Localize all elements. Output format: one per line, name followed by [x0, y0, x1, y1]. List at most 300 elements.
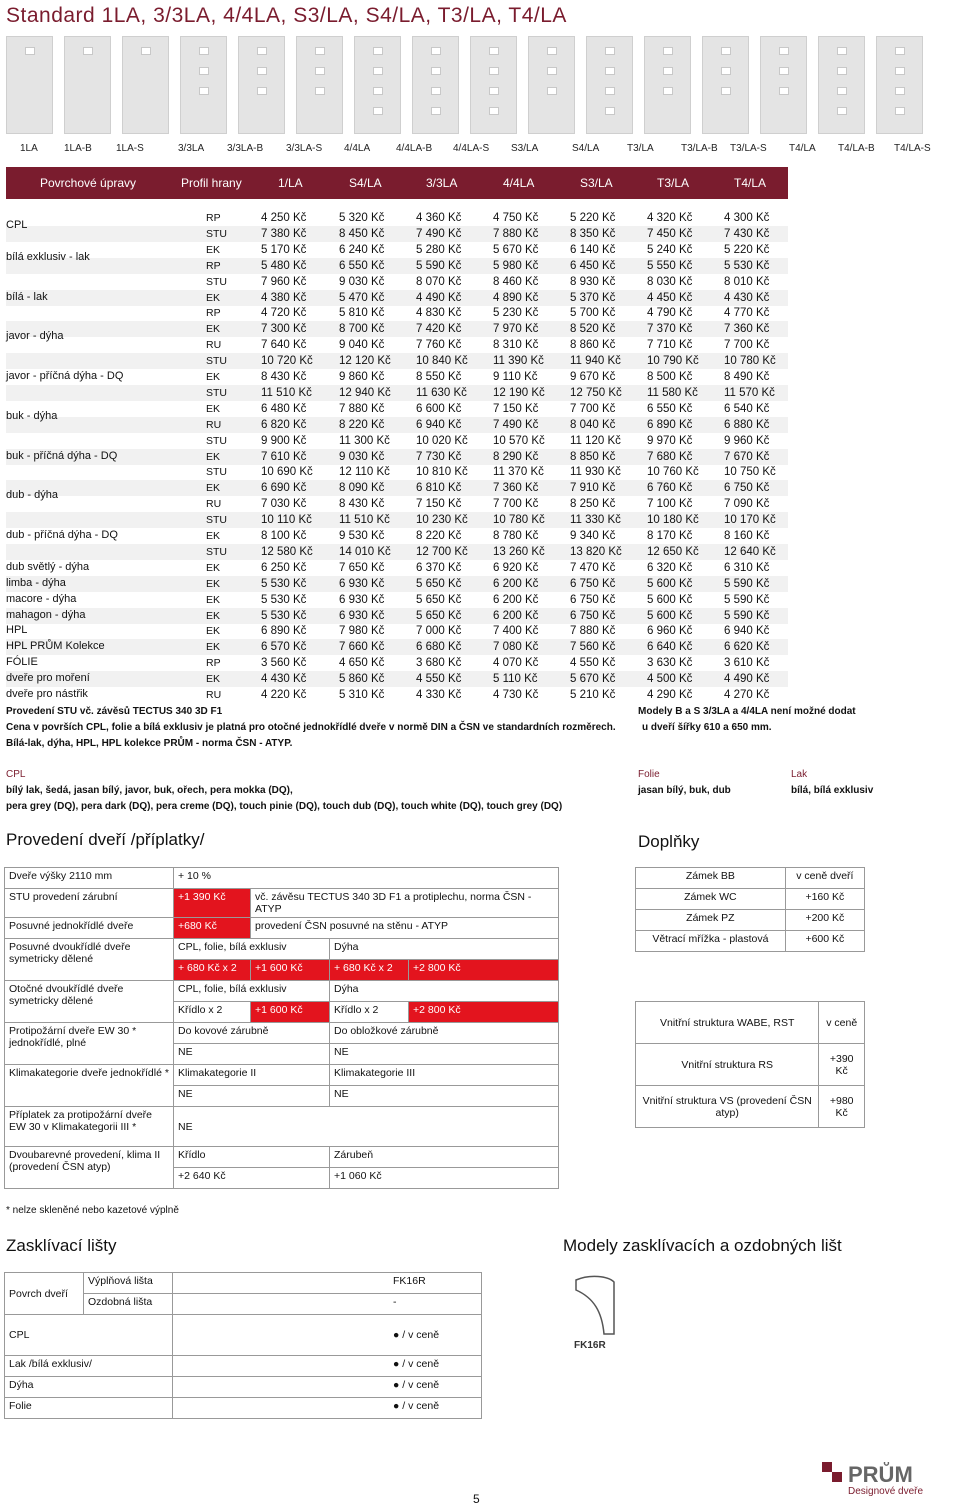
profile-cell: RU: [206, 498, 222, 511]
price-cell: 6 550 Kč: [647, 402, 693, 415]
pr-sub: Zárubeň: [330, 1147, 559, 1168]
price-cell: 10 690 Kč: [261, 466, 313, 479]
price-row: [6, 321, 788, 337]
surface-label: macore - dýha: [6, 592, 77, 605]
price-cell: 12 750 Kč: [570, 386, 622, 399]
model-thumbnail-1LA-B: [64, 36, 111, 134]
price-cell: 5 210 Kč: [570, 689, 616, 701]
price-cell: 5 600 Kč: [647, 593, 693, 606]
price-row: [6, 528, 788, 544]
pr-label: Příplatek za protipožární dveře EW 30 v Klimakategorii III *: [5, 1107, 174, 1147]
model-thumbnail-S3-LA: [528, 36, 575, 134]
price-cell: 5 530 Kč: [261, 593, 307, 606]
price-cell: 5 590 Kč: [416, 259, 462, 272]
profile-cell: STU: [206, 545, 227, 558]
price-cell: 7 710 Kč: [647, 339, 693, 352]
price-cell: 6 640 Kč: [647, 641, 693, 654]
ls-row-label: Folie: [5, 1398, 173, 1419]
page-title: Standard 1LA, 3/3LA, 4/4LA, S3/LA, S4/LA, T3/LA, T4/LA: [6, 4, 567, 27]
price-cell: 11 510 Kč: [339, 514, 390, 527]
price-cell: 6 930 Kč: [339, 577, 385, 590]
price-cell: 6 250 Kč: [261, 561, 307, 574]
surface-label: buk - příčná dýha - DQ: [6, 449, 118, 462]
price-cell: 7 360 Kč: [493, 482, 539, 495]
price-cell: 4 550 Kč: [570, 657, 616, 670]
price-cell: 7 000 Kč: [416, 625, 462, 638]
price-cell: 7 680 Kč: [647, 450, 693, 463]
price-cell: 8 850 Kč: [570, 450, 616, 463]
price-cell: 11 580 Kč: [647, 386, 698, 399]
pr-sub: CPL, folie, bílá exklusiv: [174, 939, 330, 960]
price-cell: 5 550 Kč: [647, 259, 693, 272]
price-cell: 7 880 Kč: [570, 625, 616, 638]
price-cell: 7 660 Kč: [339, 641, 385, 654]
price-cell: 5 590 Kč: [724, 609, 770, 622]
price-cell: 8 520 Kč: [570, 323, 616, 336]
pr-label: Posuvné jednokřídlé dveře: [5, 918, 174, 939]
profile-cell: EK: [206, 673, 221, 686]
price-cell: 10 570 Kč: [493, 434, 545, 447]
pr-price: + 680 Kč x 2: [330, 960, 409, 981]
pr-sub: Do obložkové zárubně: [330, 1023, 559, 1044]
price-cell: 10 780 Kč: [493, 514, 545, 527]
price-cell: 6 960 Kč: [647, 625, 693, 638]
note-modely-1: Modely B a S 3/3LA a 4/4LA není možné dodat: [638, 706, 856, 717]
pr-sub: NE: [330, 1086, 559, 1107]
price-cell: 6 450 Kč: [570, 259, 616, 272]
model-thumbnail-T3-LA: [644, 36, 691, 134]
colors-cpl-heading: CPL: [6, 769, 26, 780]
model-label: 3/3LA-B: [227, 143, 264, 154]
profile-cell: EK: [206, 402, 221, 415]
colors-folie-1: jasan bílý, buk, dub: [638, 785, 731, 796]
colors-cpl-2: pera grey (DQ), pera dark (DQ), pera creme (DQ), touch pinie (DQ), touch dub (DQ), touch white (DQ), touch grey (DQ): [6, 801, 563, 812]
pr-price: +680 Kč: [174, 918, 251, 939]
price-cell: 6 370 Kč: [416, 561, 462, 574]
model-thumbnail-3-3LA-B: [238, 36, 285, 134]
pr-label: Klimakategorie dveře jednokřídlé *: [5, 1065, 174, 1107]
price-cell: 11 120 Kč: [570, 434, 621, 447]
price-cell: 8 430 Kč: [339, 498, 385, 511]
pr-sub: +1 060 Kč: [330, 1168, 559, 1189]
price-cell: 6 750 Kč: [570, 593, 616, 606]
price-cell: 11 630 Kč: [416, 386, 467, 399]
profile-cell: EK: [206, 323, 221, 336]
priplatky-table: [4, 867, 559, 1189]
colors-folie-heading: Folie: [638, 769, 660, 780]
logo-brand: PRŮM: [848, 1462, 913, 1487]
page-number: 5: [473, 1492, 480, 1506]
profile-cell: RP: [206, 212, 221, 224]
pr-sub: Do kovové zárubně: [174, 1023, 330, 1044]
price-cell: 8 500 Kč: [647, 371, 693, 383]
pr-sub: NE: [174, 1044, 330, 1065]
surface-label: HPL PRŮM Kolekce: [6, 640, 105, 653]
price-cell: 8 450 Kč: [339, 227, 385, 240]
profile-cell: EK: [206, 577, 221, 590]
price-cell: 11 370 Kč: [493, 466, 544, 479]
price-row: [6, 417, 788, 433]
price-cell: 6 480 Kč: [261, 402, 307, 415]
price-cell: 10 720 Kč: [261, 355, 313, 368]
price-cell: 4 380 Kč: [261, 291, 307, 304]
profile-cell: EK: [206, 482, 221, 495]
price-cell: 12 650 Kč: [647, 545, 699, 558]
price-cell: 5 600 Kč: [647, 577, 693, 590]
price-cell: 4 720 Kč: [261, 307, 307, 320]
price-cell: 12 640 Kč: [724, 545, 776, 558]
model-label: T4/LA-S: [894, 143, 931, 154]
price-row: [6, 290, 788, 306]
price-cell: 6 310 Kč: [724, 561, 770, 574]
price-cell: 4 270 Kč: [724, 689, 770, 701]
model-label: S4/LA: [572, 143, 600, 154]
price-cell: 9 110 Kč: [493, 371, 538, 383]
dp-label: Zámek PZ: [636, 910, 786, 931]
price-cell: 7 730 Kč: [416, 450, 462, 463]
price-cell: 6 940 Kč: [724, 625, 770, 638]
pr-sub: Klimakategorie III: [330, 1065, 559, 1086]
price-cell: 8 460 Kč: [493, 275, 539, 288]
price-cell: 12 940 Kč: [339, 386, 391, 399]
surface-label: HPL: [6, 624, 28, 637]
price-row: [6, 592, 788, 608]
dp-value: +390 Kč: [819, 1044, 865, 1086]
price-cell: 5 600 Kč: [647, 609, 693, 622]
price-cell: 6 690 Kč: [261, 482, 307, 495]
price-cell: 7 610 Kč: [261, 450, 307, 463]
price-row: [6, 512, 788, 528]
price-cell: 8 090 Kč: [339, 482, 385, 495]
price-row: [6, 305, 788, 321]
price-cell: 9 970 Kč: [647, 434, 693, 447]
profile-cell: EK: [206, 609, 221, 622]
price-cell: 13 820 Kč: [570, 545, 622, 558]
price-cell: 4 500 Kč: [647, 673, 693, 686]
price-cell: 7 300 Kč: [261, 323, 307, 336]
price-cell: 8 250 Kč: [570, 498, 616, 511]
price-cell: 7 370 Kč: [647, 323, 693, 336]
price-cell: 8 290 Kč: [493, 450, 539, 463]
price-cell: 3 680 Kč: [416, 657, 462, 670]
price-cell: 6 750 Kč: [570, 609, 616, 622]
price-cell: 5 480 Kč: [261, 259, 307, 272]
pr-price: +2 800 Kč: [409, 1002, 559, 1023]
price-cell: 7 700 Kč: [724, 339, 770, 352]
price-cell: 12 580 Kč: [261, 545, 313, 558]
profile-cell: RU: [206, 418, 222, 431]
price-cell: 10 760 Kč: [647, 466, 699, 479]
price-cell: 8 930 Kč: [570, 275, 616, 288]
price-cell: 7 960 Kč: [261, 275, 307, 288]
price-cell: 5 590 Kč: [724, 593, 770, 606]
profile-cell: EK: [206, 625, 221, 638]
model-label: 1LA-B: [64, 143, 92, 154]
price-cell: 9 340 Kč: [570, 530, 616, 542]
price-row: [6, 385, 788, 401]
price-cell: 8 220 Kč: [416, 530, 462, 542]
model-thumbnails: [6, 36, 936, 154]
price-cell: 5 810 Kč: [339, 307, 385, 320]
price-cell: 6 200 Kč: [493, 593, 539, 606]
pr-price: +1 390 Kč: [174, 889, 251, 918]
model-thumbnail-4-4LA-S: [470, 36, 517, 134]
price-cell: 6 810 Kč: [416, 482, 462, 495]
price-cell: 7 080 Kč: [493, 641, 539, 654]
profile-cell: EK: [206, 291, 221, 304]
price-cell: 7 490 Kč: [493, 418, 539, 431]
profile-cell: RP: [206, 259, 221, 272]
price-row: [6, 464, 788, 480]
price-cell: 7 880 Kč: [493, 227, 539, 240]
ls-row-value: ● / v ceně: [173, 1356, 482, 1377]
price-cell: 3 610 Kč: [724, 657, 770, 670]
ls-fk: FK16R: [173, 1273, 482, 1294]
price-cell: 5 320 Kč: [339, 212, 385, 224]
price-cell: 4 890 Kč: [493, 291, 539, 304]
price-cell: 6 930 Kč: [339, 609, 385, 622]
profile-cell: EK: [206, 641, 221, 654]
model-thumbnail-T4-LA: [818, 36, 865, 134]
price-cell: 3 630 Kč: [647, 657, 693, 670]
model-thumbnail-S4-LA: [586, 36, 633, 134]
price-row: [6, 560, 788, 576]
note-modely-2: u dveří šířky 610 a 650 mm.: [642, 722, 772, 733]
profile-cell: STU: [206, 355, 227, 368]
dp-label: Zámek WC: [636, 889, 786, 910]
section-modely: Modely zasklívacích a ozdobných lišt: [563, 1236, 842, 1255]
model-label: T3/LA-S: [730, 143, 767, 154]
price-row: [6, 671, 788, 687]
doplnky-table-2: [635, 1001, 865, 1128]
price-cell: 7 560 Kč: [570, 641, 616, 654]
pr-sub: +2 640 Kč: [174, 1168, 330, 1189]
price-row: [6, 623, 788, 639]
model-thumbnail-T3-LA-S: [760, 36, 807, 134]
dp-value: +200 Kč: [785, 910, 864, 931]
price-cell: 7 670 Kč: [724, 450, 770, 463]
price-cell: 8 030 Kč: [647, 275, 693, 288]
surface-label: CPL: [6, 218, 28, 231]
price-cell: 9 960 Kč: [724, 434, 770, 447]
price-cell: 8 700 Kč: [339, 323, 385, 336]
profile-cell: EK: [206, 450, 221, 463]
price-cell: 4 750 Kč: [493, 212, 539, 224]
dp-label: Vnitřní struktura RS: [636, 1044, 819, 1086]
profile-cell: STU: [206, 466, 227, 479]
pr-sub: CPL, folie, bílá exklusiv: [174, 981, 330, 1002]
note-stu: Provedení STU vč. závěsů TECTUS 340 3D F1: [6, 706, 223, 717]
price-cell: 4 550 Kč: [416, 673, 462, 686]
surface-label: limba - dýha: [6, 576, 66, 589]
price-cell: 6 890 Kč: [261, 625, 307, 638]
price-cell: 12 190 Kč: [493, 386, 545, 399]
price-cell: 6 140 Kč: [570, 243, 616, 256]
dp-label: Zámek BB: [636, 868, 786, 889]
price-cell: 8 100 Kč: [261, 530, 307, 542]
price-cell: 10 110 Kč: [261, 514, 312, 527]
model-thumbnail-1LA: [6, 36, 53, 134]
model-thumbnail-3-3LA: [180, 36, 227, 134]
model-thumbnail-3-3LA-S: [296, 36, 343, 134]
price-row: [6, 655, 788, 671]
price-cell: 9 670 Kč: [570, 371, 616, 383]
price-cell: 5 670 Kč: [493, 243, 539, 256]
model-thumbnail-4-4LA-B: [412, 36, 459, 134]
price-cell: 7 380 Kč: [261, 227, 307, 240]
price-cell: 5 280 Kč: [416, 243, 462, 256]
price-cell: 5 220 Kč: [724, 243, 770, 256]
price-cell: 7 700 Kč: [570, 402, 616, 415]
model-thumbnail-T4-LA-B: [876, 36, 923, 134]
surface-label: dveře pro nástřik: [6, 688, 88, 700]
header-col-2: S4/LA: [349, 176, 382, 190]
price-cell: 8 550 Kč: [416, 371, 462, 383]
price-cell: 6 200 Kč: [493, 577, 539, 590]
dp-value: v ceně dveří: [785, 868, 864, 889]
profile-cell: RU: [206, 339, 222, 352]
price-cell: 7 400 Kč: [493, 625, 539, 638]
profile-cell: RU: [206, 689, 222, 701]
colors-lak-heading: Lak: [791, 769, 808, 780]
pr-sub: NE: [174, 1107, 559, 1147]
price-cell: 5 860 Kč: [339, 673, 385, 686]
dp-value: v ceně: [819, 1002, 865, 1044]
colors-cpl-1: bílý lak, šedá, jasan bílý, javor, buk, ořech, pera mokka (DQ),: [6, 785, 293, 796]
price-cell: 5 530 Kč: [261, 609, 307, 622]
price-cell: 6 620 Kč: [724, 641, 770, 654]
price-cell: 13 260 Kč: [493, 545, 545, 558]
pr-value: + 10 %: [174, 868, 559, 889]
model-label: 4/4LA-S: [453, 143, 490, 154]
price-row: [6, 258, 788, 274]
surface-label: buk - dýha: [6, 409, 58, 422]
price-cell: 4 220 Kč: [261, 689, 307, 701]
price-cell: 10 750 Kč: [724, 466, 776, 479]
price-cell: 10 840 Kč: [416, 355, 468, 368]
surface-label: javor - příčná dýha - DQ: [6, 370, 124, 382]
price-cell: 7 640 Kč: [261, 339, 307, 352]
header-col-4: 4/4LA: [503, 176, 535, 190]
price-cell: 7 760 Kč: [416, 339, 462, 352]
profile-cell: RP: [206, 657, 221, 670]
price-cell: 7 430 Kč: [724, 227, 770, 240]
price-cell: 6 760 Kč: [647, 482, 693, 495]
pr-label: Dvoubarevné provedení, klima II (provedení ČSN atyp): [5, 1147, 174, 1189]
model-label: 4/4LA-B: [396, 143, 433, 154]
price-row: [6, 337, 788, 353]
profile-cell: STU: [206, 227, 227, 240]
ls-row-label: Dýha: [5, 1377, 173, 1398]
priplatky-footnote: * nelze skleněné nebo kazetové výplně: [6, 1205, 179, 1216]
price-row: [6, 576, 788, 592]
model-label: T3/LA: [627, 143, 654, 154]
price-row: [6, 274, 788, 290]
price-cell: 10 790 Kč: [647, 355, 699, 368]
model-label: 3/3LA-S: [286, 143, 323, 154]
price-cell: 10 230 Kč: [416, 514, 468, 527]
note-cena: Cena v površích CPL, folie a bílá exklusiv je platná pro otočné jednokřídlé dveře v normě DIN a ČSN ve standardních rozměrech.: [6, 722, 616, 733]
price-cell: 8 170 Kč: [647, 530, 693, 542]
price-cell: 5 590 Kč: [724, 577, 770, 590]
profile-cell: EK: [206, 371, 221, 383]
pr-label: Otočné dvoukřídlé dveře symetricky dělené: [5, 981, 174, 1023]
surface-label: dub - příčná dýha - DQ: [6, 529, 118, 541]
price-cell: 4 360 Kč: [416, 212, 462, 224]
note-bila: Bílá-lak, dýha, HPL, HPL kolekce PRŮM - norma ČSN - ATYP.: [6, 738, 293, 749]
profile-cell: STU: [206, 514, 227, 527]
price-cell: 8 070 Kč: [416, 275, 462, 288]
model-label: 1LA-S: [116, 143, 144, 154]
pr-label: STU provedení zárubní: [5, 889, 174, 918]
price-cell: 4 490 Kč: [724, 673, 770, 686]
surface-label: dveře pro moření: [6, 672, 90, 685]
surface-label: bílá - lak: [6, 290, 48, 303]
pr-price: +2 800 Kč: [409, 960, 559, 981]
price-cell: 7 970 Kč: [493, 323, 539, 336]
price-cell: 12 110 Kč: [339, 466, 390, 479]
price-cell: 14 010 Kč: [339, 545, 391, 558]
price-row: [6, 210, 788, 226]
price-cell: 6 680 Kč: [416, 641, 462, 654]
price-cell: 7 030 Kč: [261, 498, 307, 511]
price-cell: 8 010 Kč: [724, 275, 770, 288]
price-cell: 8 160 Kč: [724, 530, 770, 542]
price-cell: 3 560 Kč: [261, 657, 307, 670]
model-label: T3/LA-B: [681, 143, 718, 154]
pr-label: Posuvné dvoukřídlé dveře symetricky dělené: [5, 939, 174, 981]
model-thumbnail-1LA-S: [122, 36, 169, 134]
header-profile: Profil hrany: [181, 176, 242, 190]
price-cell: 4 430 Kč: [261, 673, 307, 686]
pr-sub: NE: [330, 1044, 559, 1065]
price-row: [6, 496, 788, 512]
price-cell: 8 350 Kč: [570, 227, 616, 240]
pr-label: Protipožární dveře EW 30 * jednokřídlé, plné: [5, 1023, 174, 1065]
price-cell: 11 300 Kč: [339, 434, 390, 447]
ls-row-value: ● / v ceně: [173, 1398, 482, 1419]
pr-note: provedení ČSN posuvné na stěnu - ATYP: [251, 918, 559, 939]
header-col-3: 3/3LA: [426, 176, 458, 190]
ls-row-label: Lak /bílá exklusiv/: [5, 1356, 173, 1377]
price-cell: 5 470 Kč: [339, 291, 385, 304]
pr-price: + 680 Kč x 2: [174, 960, 251, 981]
price-cell: 8 220 Kč: [339, 418, 385, 431]
pr-sub: Křídlo x 2: [330, 1002, 409, 1023]
model-label: S3/LA: [511, 143, 539, 154]
price-cell: 7 470 Kč: [570, 561, 616, 574]
price-cell: 4 770 Kč: [724, 307, 770, 320]
price-cell: 7 150 Kč: [416, 498, 462, 511]
price-cell: 5 670 Kč: [570, 673, 616, 686]
price-cell: 5 240 Kč: [647, 243, 693, 256]
price-cell: 6 820 Kč: [261, 418, 307, 431]
profile-cell: STU: [206, 434, 227, 447]
price-cell: 6 240 Kč: [339, 243, 385, 256]
price-cell: 9 530 Kč: [339, 530, 385, 542]
price-cell: 6 940 Kč: [416, 418, 462, 431]
price-cell: 4 830 Kč: [416, 307, 462, 320]
price-cell: 5 530 Kč: [724, 259, 770, 272]
price-cell: 7 100 Kč: [647, 498, 693, 511]
price-cell: 10 780 Kč: [724, 355, 776, 368]
header-col-1: 1/LA: [278, 176, 303, 190]
price-cell: 11 510 Kč: [261, 386, 312, 399]
price-cell: 9 900 Kč: [261, 434, 307, 447]
dp-value: +160 Kč: [785, 889, 864, 910]
logo: [822, 1462, 948, 1501]
ls-vyplnova: Výplňová lišta: [84, 1273, 173, 1294]
